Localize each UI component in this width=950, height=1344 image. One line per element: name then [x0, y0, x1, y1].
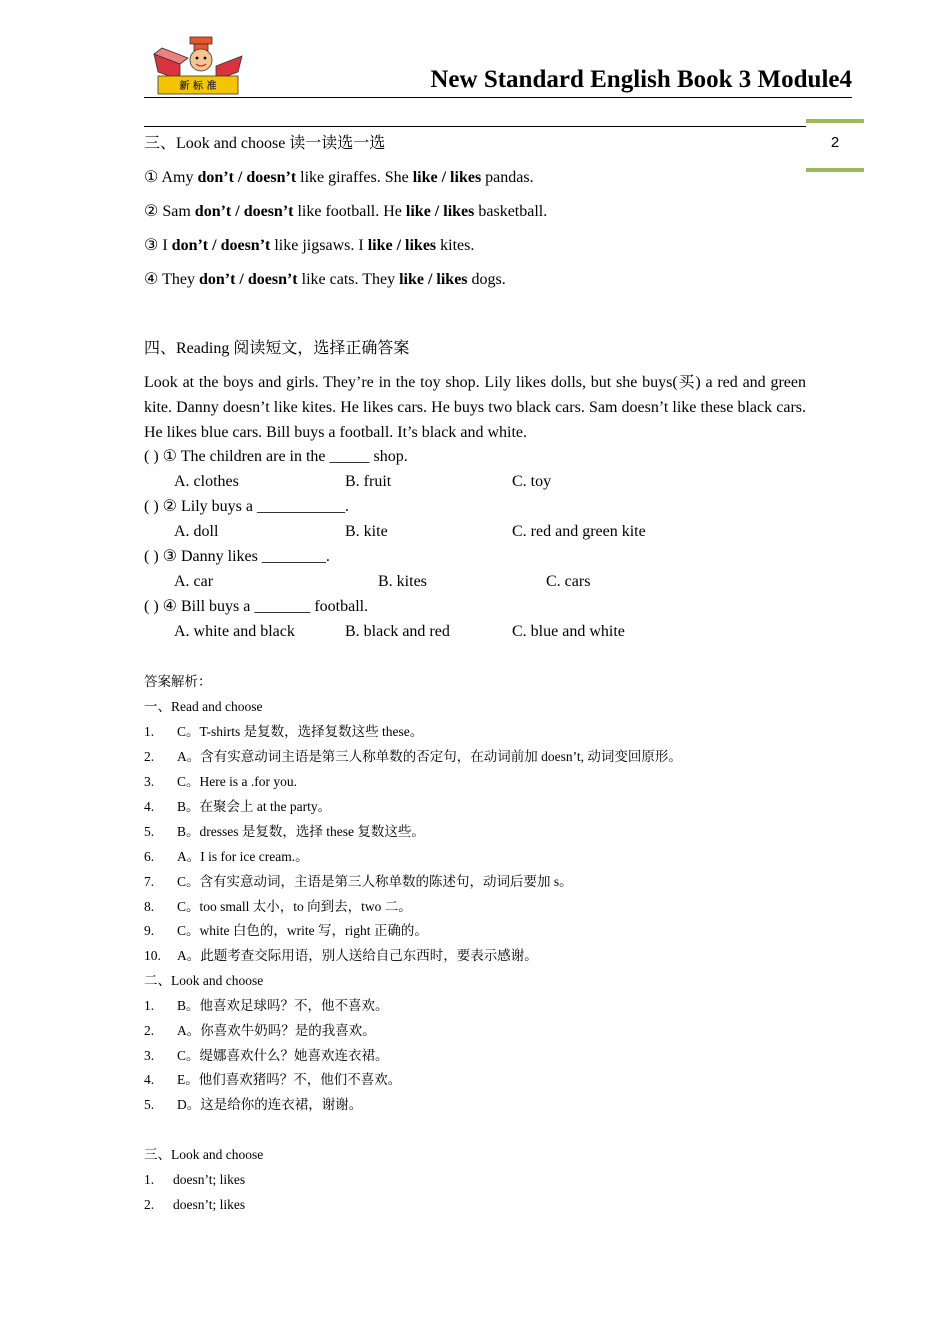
section3-item: ① Amy don’t / doesn’t like giraffes. She like / likes pandas. [144, 169, 534, 186]
option-b: B. fruit [345, 473, 392, 490]
logo [152, 36, 244, 96]
section3-item: ④ They don’t / doesn’t like cats. They like / likes dogs. [144, 271, 506, 288]
answer-item: 5. D。这是给你的连衣裙，谢谢。 [144, 1097, 363, 1112]
answer-item: 2. doesn’t; likes [144, 1197, 246, 1212]
logo-text: 新 标 准 [179, 81, 217, 92]
answer-item: 1. C。T-shirts 是复数，选择复数这些 these。 [144, 724, 424, 739]
option-c: C. toy [512, 473, 552, 490]
reading-passage: Look at the boys and girls. They’re in the toy shop. Lily likes dolls, but she buys(买) a red and green kite. Danny doesn’t like kites. He likes cars. He buys two black cars. Sam doesn’t like these black cars. He likes blue cars. Bill buys a football. It’s black and white. [144, 374, 806, 441]
answer-item: 4. B。在聚会上 at the party。 [144, 799, 332, 814]
option-a: A. car [174, 573, 214, 590]
answer-item: 6. A。I is for ice cream.。 [144, 849, 309, 864]
header-title: New Standard English Book 3 Module4 [430, 66, 852, 93]
question: ( ) ③ Danny likes ________. [144, 548, 330, 565]
option-c: C. cars [546, 573, 591, 590]
page-number-top-bar [806, 119, 864, 123]
section3-item: ② Sam don’t / doesn’t like football. He like / likes basketball. [144, 203, 548, 220]
answer-item: 3. C。缇娜喜欢什么？她喜欢连衣裙。 [144, 1048, 389, 1063]
answers-part1-heading: 一、Read and choose [144, 699, 263, 714]
page-number: 2 [830, 134, 840, 151]
answer-item: 2. A。你喜欢牛奶吗？是的我喜欢。 [144, 1023, 376, 1038]
answers-part3-heading: 三、Look and choose [144, 1147, 264, 1162]
option-b: B. kite [345, 523, 388, 540]
option-a: A. white and black [174, 623, 295, 640]
question: ( ) ② Lily buys a ___________. [144, 498, 349, 515]
header-rule [144, 97, 852, 98]
question: ( ) ① The children are in the _____ shop. [144, 448, 408, 465]
answer-item: 1. B。他喜欢足球吗？不，他不喜欢。 [144, 998, 389, 1013]
answer-item: 3. C。Here is a .for you. [144, 774, 297, 789]
option-c: C. blue and white [512, 623, 625, 640]
section4-heading: 四、Reading 阅读短文，选择正确答案 [144, 340, 410, 357]
answer-item: 4. E。他们喜欢猪吗？不，他们不喜欢。 [144, 1072, 402, 1087]
content-rule [144, 126, 806, 127]
answer-item: 10. A。此题考查交际用语，别人送给自己东西时，要表示感谢。 [144, 948, 538, 963]
option-a: A. clothes [174, 473, 239, 490]
page-number-bottom-bar [806, 168, 864, 172]
answer-item: 2. A。含有实意动词主语是第三人称单数的否定句，在动词前加 doesn’t, 动词变回原形。 [144, 749, 682, 764]
option-a: A. doll [174, 523, 219, 540]
section3-item: ③ I don’t / doesn’t like jigsaws. I like / likes kites. [144, 237, 475, 254]
answer-item: 5. B。dresses 是复数，选择 these 复数这些。 [144, 824, 425, 839]
answer-item: 7. C。含有实意动词，主语是第三人称单数的陈述句，动词后要加 s。 [144, 874, 573, 889]
option-b: B. black and red [345, 623, 450, 640]
option-b: B. kites [378, 573, 427, 590]
answer-item: 9. C。white 白色的，write 写，right 正确的。 [144, 923, 428, 938]
answers-part2-heading: 二、Look and choose [144, 973, 264, 988]
section3-heading: 三、Look and choose 读一读选一选 [144, 135, 386, 152]
answers-heading: 答案解析： [144, 674, 212, 689]
option-c: C. red and green kite [512, 523, 646, 540]
answer-item: 8. C。too small 太小，to 向到去，two 二。 [144, 899, 412, 914]
answer-item: 1. doesn’t; likes [144, 1172, 246, 1187]
question: ( ) ④ Bill buys a _______ football. [144, 598, 369, 615]
